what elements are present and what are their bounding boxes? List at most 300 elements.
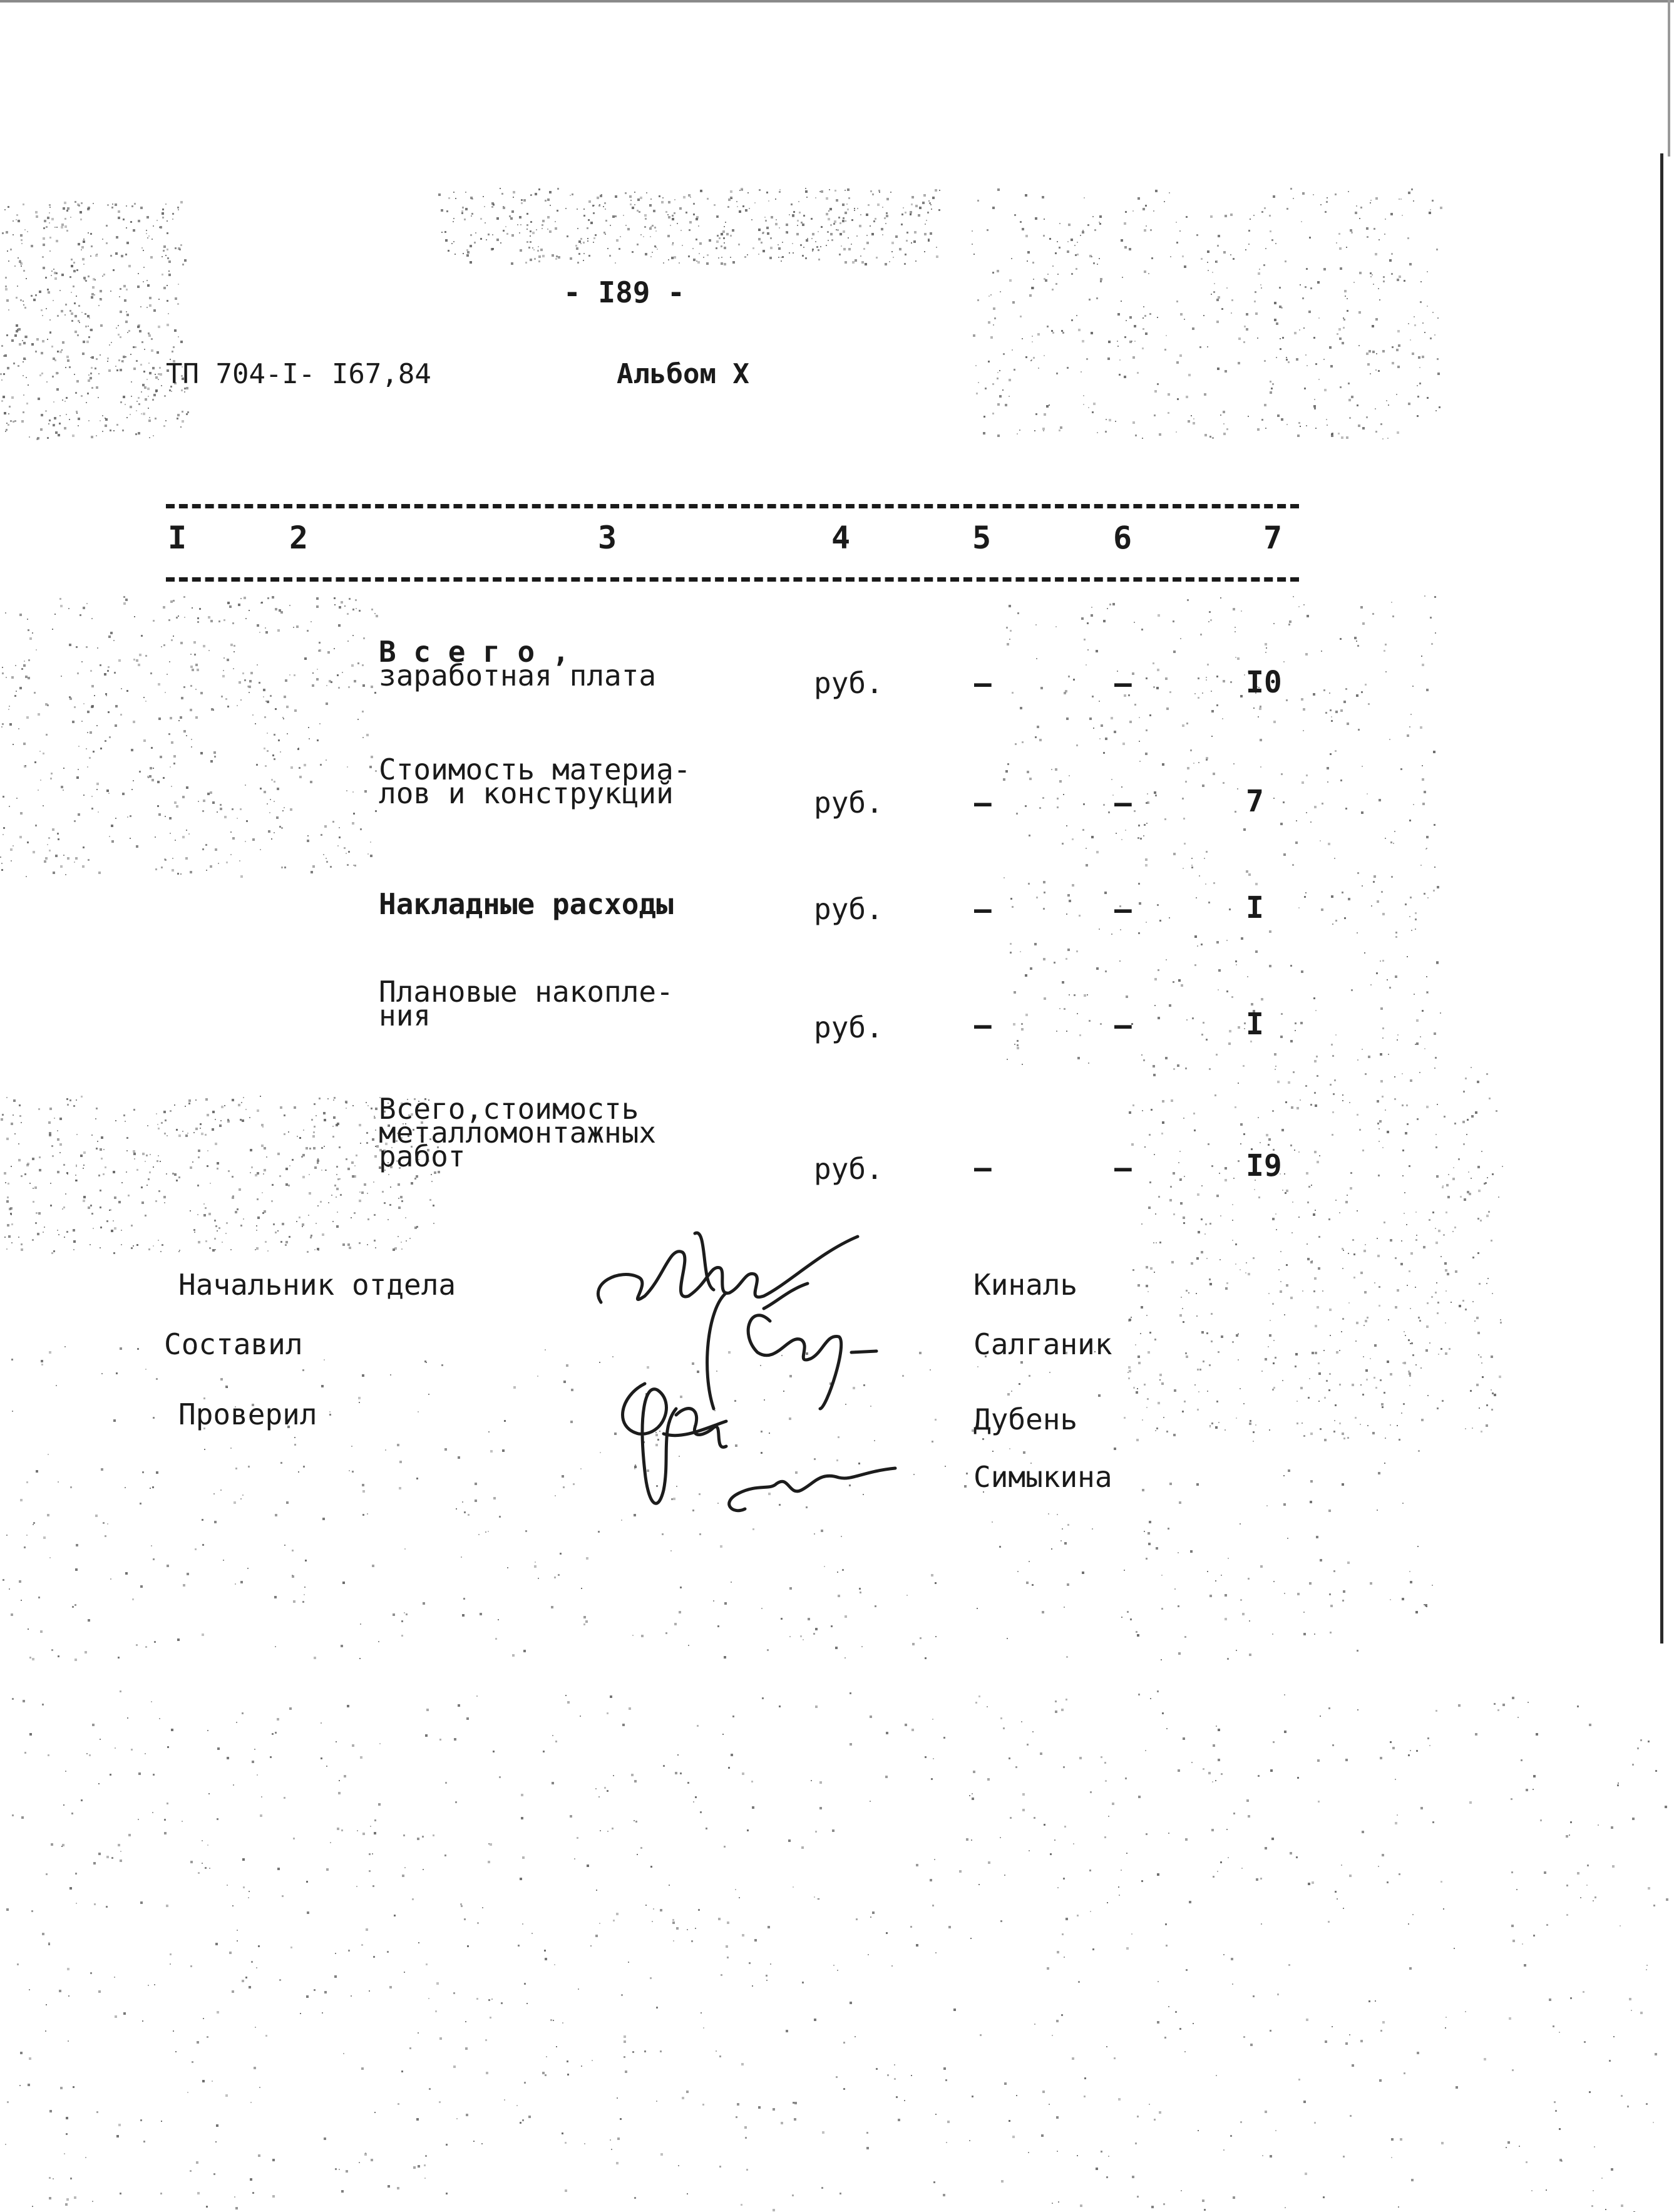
scan-speck	[1434, 596, 1436, 598]
scan-speck	[359, 1402, 360, 1403]
scan-speck	[38, 713, 40, 716]
scan-speck	[1394, 831, 1395, 832]
scan-speck	[653, 210, 655, 212]
scan-speck	[1039, 807, 1041, 809]
scan-speck	[1064, 1957, 1065, 1958]
scan-speck	[1288, 624, 1290, 625]
scan-speck	[120, 288, 121, 290]
scan-speck	[992, 1451, 994, 1452]
scan-speck	[1378, 288, 1379, 289]
scan-speck	[1331, 435, 1333, 437]
scan-speck	[1216, 704, 1218, 706]
scan-speck	[1184, 1401, 1186, 1402]
scan-speck	[1232, 1204, 1233, 1205]
row-col7-value: I9	[1246, 1148, 1282, 1183]
scan-speck	[758, 2106, 761, 2109]
scan-speck	[98, 1175, 100, 1176]
scan-speck	[1135, 435, 1137, 436]
scan-speck	[1014, 369, 1015, 371]
scan-speck	[1164, 201, 1165, 202]
scan-speck	[1216, 321, 1219, 323]
scan-speck	[1099, 258, 1100, 259]
scan-speck	[1003, 1727, 1005, 1729]
scan-speck	[1194, 693, 1196, 694]
scan-speck	[781, 260, 782, 262]
scan-speck	[738, 244, 740, 245]
scan-speck	[1566, 1914, 1568, 1916]
scan-speck	[930, 1369, 931, 1371]
scan-speck	[1229, 908, 1231, 910]
row-unit: руб.	[814, 892, 883, 926]
scan-speck	[339, 1146, 341, 1148]
scan-speck	[462, 1614, 465, 1617]
scan-speck	[1330, 753, 1332, 755]
scan-speck	[1028, 2152, 1029, 2153]
scan-speck	[1244, 326, 1246, 327]
scan-speck	[88, 326, 89, 327]
scan-speck	[70, 2178, 72, 2179]
scan-speck	[82, 352, 85, 355]
scan-speck	[598, 1796, 600, 1798]
scan-speck	[1258, 1775, 1260, 1777]
scan-speck	[1019, 430, 1020, 431]
scan-speck	[1512, 1940, 1515, 1942]
scan-speck	[1502, 1704, 1505, 1706]
scan-speck	[1216, 1054, 1218, 1056]
scan-speck	[306, 1881, 308, 1883]
scan-speck	[830, 224, 832, 226]
scan-speck	[1362, 1150, 1364, 1151]
scan-speck	[11, 1214, 12, 1215]
scan-speck	[1393, 843, 1394, 844]
scan-speck	[1097, 264, 1098, 265]
scan-speck	[550, 205, 551, 206]
scan-speck	[1375, 431, 1377, 433]
scan-speck	[640, 197, 642, 199]
scan-speck	[1204, 1233, 1206, 1235]
scan-speck	[182, 836, 185, 838]
scan-speck	[1437, 317, 1439, 319]
scan-speck	[342, 1582, 345, 1584]
scan-speck	[1359, 1129, 1361, 1131]
scan-speck	[1426, 689, 1429, 691]
scan-speck	[238, 604, 240, 606]
scan-speck	[779, 1705, 781, 1707]
scan-speck	[687, 2193, 688, 2194]
scan-speck	[1605, 2209, 1606, 2210]
table-row-label	[379, 887, 674, 921]
scan-speck	[87, 393, 89, 394]
scan-speck	[272, 2159, 275, 2161]
scan-speck	[1009, 2120, 1010, 2122]
scan-speck	[249, 692, 250, 693]
scan-speck	[881, 228, 883, 230]
scan-speck	[255, 723, 256, 724]
scan-speck	[1028, 883, 1030, 885]
scan-speck	[176, 805, 178, 808]
scan-speck	[1157, 669, 1159, 671]
scan-speck	[217, 1162, 219, 1165]
scan-speck	[551, 1606, 553, 1608]
scan-speck	[1511, 1925, 1514, 1927]
scan-speck	[293, 1838, 295, 1839]
scan-speck	[1284, 1173, 1285, 1175]
scan-speck	[1056, 2020, 1059, 2022]
scan-speck	[990, 336, 993, 339]
scan-speck	[324, 825, 327, 828]
scan-speck	[1491, 1409, 1493, 1411]
scan-speck	[854, 208, 855, 209]
scan-speck	[115, 366, 116, 367]
scan-speck	[1022, 228, 1024, 230]
row-unit: руб.	[814, 786, 883, 820]
scan-speck	[319, 642, 321, 644]
scan-speck	[1231, 299, 1233, 301]
scan-speck	[317, 739, 319, 741]
scan-speck	[692, 248, 694, 249]
scan-speck	[752, 1985, 753, 1987]
scan-speck	[843, 217, 845, 219]
scan-speck	[1069, 900, 1071, 902]
scan-speck	[41, 1360, 43, 1362]
scan-speck	[818, 1898, 819, 1900]
scan-speck	[40, 1630, 43, 1633]
scan-speck	[107, 670, 109, 672]
scan-speck	[1129, 316, 1132, 319]
scan-speck	[1087, 622, 1089, 624]
scan-speck	[289, 674, 290, 676]
scan-speck	[1589, 1724, 1591, 1726]
scan-speck	[1207, 1391, 1208, 1392]
scan-speck	[577, 208, 578, 210]
scan-speck	[108, 711, 110, 713]
scan-speck	[202, 1863, 203, 1864]
scan-speck	[1304, 388, 1306, 389]
scan-speck	[1135, 1344, 1136, 1345]
scan-speck	[1442, 1186, 1444, 1188]
scan-speck	[1270, 230, 1271, 232]
scan-speck	[1340, 779, 1342, 781]
scan-speck	[187, 1573, 189, 1575]
scan-speck	[74, 1659, 77, 1661]
scan-speck	[754, 1939, 757, 1942]
scan-speck	[12, 1814, 14, 1816]
scan-speck	[1447, 1196, 1450, 1198]
scan-speck	[142, 1153, 145, 1155]
scan-speck	[1327, 197, 1328, 198]
scan-speck	[39, 374, 41, 376]
scan-speck	[1293, 1071, 1295, 1073]
scan-speck	[1416, 1750, 1418, 1752]
scan-speck	[1434, 1032, 1436, 1035]
scan-speck	[1083, 404, 1084, 405]
scan-speck	[1063, 794, 1064, 795]
scan-speck	[752, 1528, 754, 1530]
scan-speck	[1444, 1116, 1445, 1118]
scan-speck	[1179, 2028, 1181, 2030]
scan-speck	[262, 1126, 264, 1128]
scan-speck	[1188, 420, 1190, 423]
scan-speck	[1272, 383, 1274, 385]
scan-speck	[38, 1108, 40, 1110]
scan-speck	[1248, 1815, 1250, 1818]
scan-speck	[289, 605, 290, 606]
row-col5-value: –	[974, 1008, 992, 1042]
scan-speck	[174, 1104, 175, 1106]
scan-speck	[1432, 1821, 1434, 1823]
scan-speck	[1343, 317, 1344, 319]
scan-speck	[997, 270, 999, 272]
scan-speck	[100, 420, 101, 421]
scan-speck	[208, 1793, 210, 1794]
scan-speck	[1474, 1320, 1476, 1322]
scan-speck	[1330, 709, 1332, 711]
scan-speck	[41, 414, 43, 416]
scan-speck	[1009, 379, 1011, 381]
scan-speck	[571, 1389, 573, 1391]
scan-speck	[1589, 2091, 1591, 2093]
scan-speck	[46, 381, 48, 383]
scan-speck	[1178, 1769, 1180, 1772]
scan-speck	[1183, 1217, 1185, 1219]
scan-speck	[316, 678, 319, 681]
scan-speck	[1419, 1320, 1421, 1322]
scan-speck	[242, 1980, 244, 1982]
scan-speck	[1487, 1177, 1488, 1178]
scan-speck	[422, 1836, 424, 1838]
scan-speck	[1143, 306, 1144, 307]
scan-speck	[69, 1099, 71, 1101]
scan-speck	[595, 1935, 598, 1937]
scan-speck	[388, 1174, 389, 1175]
scan-speck	[1198, 1231, 1200, 1233]
scan-speck	[1103, 752, 1105, 754]
scan-speck	[261, 1124, 264, 1126]
scan-speck	[1440, 1012, 1441, 1014]
scan-speck	[1404, 1213, 1405, 1214]
scan-speck	[33, 851, 35, 853]
scan-speck	[1328, 1707, 1330, 1709]
scan-speck	[1283, 853, 1286, 856]
scan-speck	[1156, 1547, 1158, 1550]
scan-speck	[45, 2030, 46, 2032]
scan-speck	[1349, 1102, 1350, 1103]
scan-speck	[75, 1568, 78, 1571]
scan-speck	[1425, 1349, 1428, 1352]
scan-speck	[1186, 1290, 1188, 1292]
scan-speck	[53, 2178, 54, 2179]
scan-speck	[1243, 341, 1245, 343]
scan-speck	[43, 805, 44, 806]
scan-speck	[175, 297, 177, 300]
scan-speck	[1114, 2057, 1116, 2059]
scan-speck	[1128, 1366, 1131, 1369]
row-label-line: лов и конструкций	[379, 776, 674, 810]
scan-speck	[1265, 652, 1266, 653]
scan-speck	[1399, 198, 1400, 200]
scan-speck	[1216, 1195, 1219, 1197]
scan-speck	[1201, 1251, 1203, 1253]
scan-speck	[23, 664, 26, 667]
scan-speck	[18, 728, 19, 729]
scan-speck	[562, 1475, 564, 1478]
scan-speck	[264, 748, 265, 749]
scan-speck	[540, 249, 543, 251]
scan-speck	[1138, 1362, 1141, 1364]
scan-speck	[1477, 1252, 1479, 1254]
scan-speck	[699, 1533, 701, 1535]
scan-speck	[1201, 1034, 1203, 1036]
scan-speck	[375, 1108, 377, 1110]
scan-speck	[378, 1641, 379, 1642]
scan-speck	[1410, 1308, 1411, 1309]
scan-speck	[945, 1466, 946, 1467]
scan-speck	[1223, 782, 1225, 784]
scan-speck	[1627, 2106, 1629, 2107]
scan-speck	[1027, 251, 1030, 254]
scan-speck	[73, 270, 76, 272]
scan-speck	[1435, 1292, 1437, 1294]
scan-speck	[1524, 1964, 1526, 1967]
scan-speck	[660, 1909, 662, 1911]
scan-speck	[211, 708, 213, 711]
scan-speck	[1180, 1202, 1183, 1205]
scan-speck	[805, 190, 808, 193]
scan-speck	[101, 1136, 103, 1139]
scan-speck	[192, 669, 194, 671]
column-header-5: 5	[972, 520, 992, 556]
scan-speck	[1131, 1143, 1134, 1146]
scan-speck	[167, 1746, 169, 1748]
scan-speck	[161, 2121, 162, 2122]
scan-speck	[208, 616, 210, 619]
scan-speck	[282, 1895, 284, 1897]
scan-speck	[21, 668, 23, 670]
scan-speck	[256, 1967, 257, 1968]
scan-speck	[828, 218, 830, 220]
scan-speck	[310, 781, 312, 783]
scan-speck	[1296, 820, 1297, 821]
scan-speck	[1332, 923, 1333, 925]
scan-speck	[26, 876, 27, 877]
scan-speck	[1145, 864, 1148, 867]
scan-speck	[290, 1947, 292, 1948]
scan-speck	[156, 1113, 157, 1114]
scan-speck	[1231, 1958, 1233, 1960]
scan-speck	[294, 1106, 296, 1109]
scan-speck	[833, 1965, 834, 1966]
scan-speck	[40, 428, 43, 431]
scan-speck	[286, 706, 289, 708]
scan-speck	[8, 309, 9, 311]
scan-speck	[150, 1488, 151, 1489]
scan-speck	[190, 2170, 192, 2172]
scan-speck	[13, 363, 15, 364]
scan-speck	[163, 777, 165, 779]
scan-speck	[1290, 965, 1292, 967]
scan-speck	[1196, 1483, 1199, 1486]
scan-speck	[714, 204, 716, 206]
scan-speck	[73, 1240, 76, 1243]
scan-speck	[1383, 280, 1385, 282]
scan-speck	[257, 624, 259, 627]
scan-speck	[707, 198, 709, 200]
scan-speck	[73, 262, 75, 264]
scan-speck	[1347, 1195, 1348, 1196]
scan-speck	[1235, 1263, 1236, 1265]
scan-speck	[220, 1378, 223, 1381]
scan-speck	[90, 1972, 92, 1974]
scan-speck	[356, 608, 357, 609]
scan-speck	[1315, 1210, 1316, 1211]
scan-speck	[152, 1486, 154, 1488]
scan-speck	[1119, 359, 1121, 361]
scan-speck	[1348, 383, 1350, 384]
scan-speck	[1159, 1242, 1161, 1243]
scan-speck	[691, 1940, 693, 1942]
scan-speck	[1526, 2161, 1528, 2163]
scan-speck	[637, 210, 639, 212]
scan-speck	[1248, 1578, 1250, 1580]
scan-speck	[1440, 1881, 1442, 1883]
scan-speck	[1427, 306, 1428, 307]
scan-speck	[148, 1178, 150, 1180]
scan-speck	[100, 1227, 102, 1228]
scan-speck	[1211, 736, 1213, 737]
scan-speck	[662, 1533, 664, 1535]
scan-speck	[1313, 337, 1315, 339]
scan-speck	[81, 202, 83, 204]
scan-speck	[1313, 405, 1316, 408]
scan-speck	[145, 1161, 146, 1162]
scan-speck	[480, 218, 482, 220]
scan-speck	[29, 1183, 31, 1184]
scan-speck	[654, 227, 656, 229]
scan-speck	[215, 1119, 216, 1120]
scan-speck	[223, 1560, 224, 1561]
scan-speck	[1131, 1933, 1132, 1935]
scan-speck	[51, 773, 53, 774]
scan-speck	[1395, 1822, 1397, 1824]
scan-speck	[1157, 317, 1158, 318]
scan-speck	[731, 1582, 732, 1583]
scan-speck	[616, 239, 619, 242]
scan-speck	[1067, 894, 1070, 897]
scan-speck	[911, 196, 914, 198]
scan-speck	[61, 226, 63, 229]
scan-speck	[122, 793, 125, 795]
scan-speck	[980, 2034, 982, 2036]
scan-speck	[1394, 1098, 1396, 1100]
scan-speck	[15, 665, 16, 666]
scan-speck	[1382, 1027, 1384, 1029]
scan-speck	[1436, 962, 1439, 964]
scan-speck	[1320, 1428, 1322, 1430]
scan-speck	[1106, 419, 1107, 420]
scan-speck	[1418, 1450, 1420, 1452]
scan-speck	[174, 329, 177, 332]
scan-speck	[3, 396, 5, 398]
scan-speck	[155, 1200, 157, 1202]
scan-speck	[41, 1364, 43, 1366]
scan-speck	[1338, 233, 1340, 235]
scan-speck	[1410, 1750, 1411, 1751]
scan-speck	[1297, 1777, 1299, 1779]
scan-speck	[346, 790, 347, 791]
scan-speck	[361, 1944, 363, 1946]
scan-speck	[56, 272, 58, 274]
scan-speck	[1256, 1878, 1258, 1881]
